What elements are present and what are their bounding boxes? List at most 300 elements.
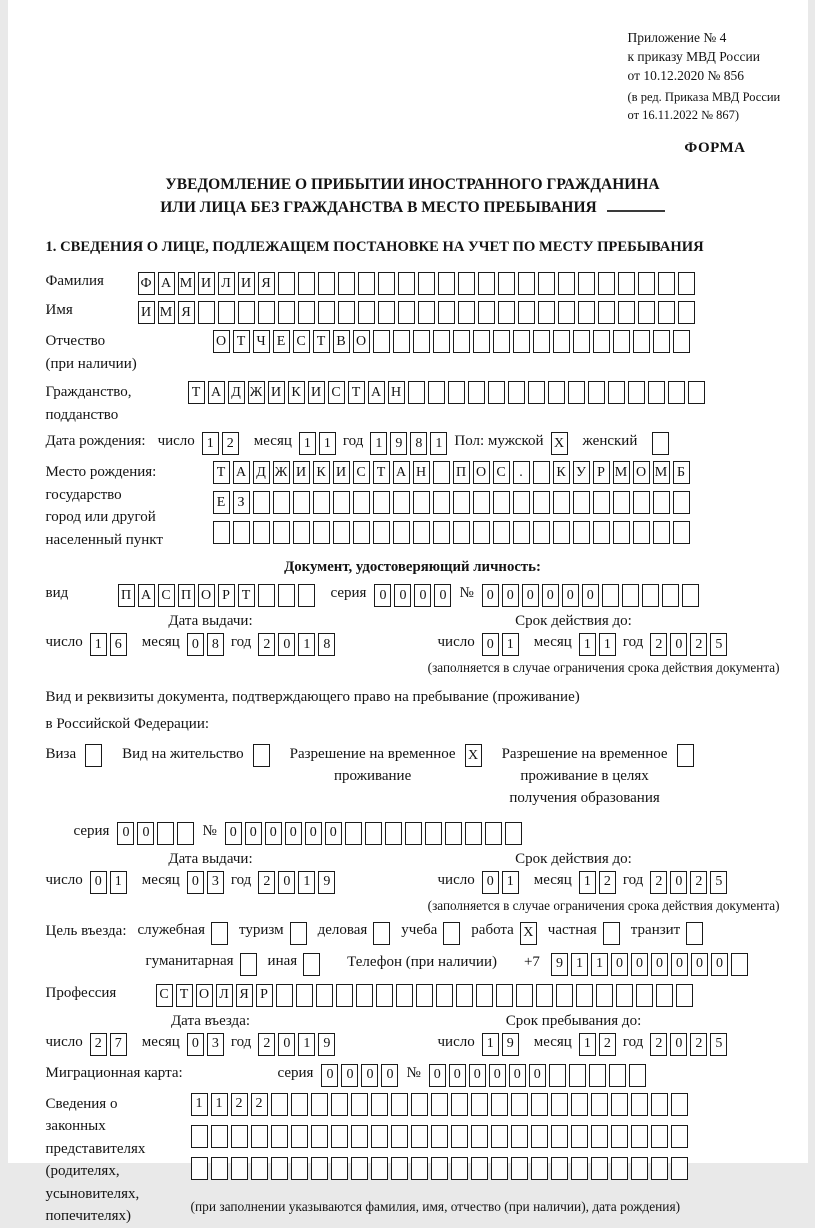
char-cell[interactable]	[428, 381, 445, 404]
char-cell[interactable]	[436, 984, 453, 1007]
char-cell[interactable]	[533, 521, 550, 544]
char-cell[interactable]	[331, 1125, 348, 1148]
char-cell[interactable]	[371, 1125, 388, 1148]
char-cell[interactable]: 1	[571, 953, 588, 976]
char-cell[interactable]	[518, 301, 535, 324]
char-cell[interactable]	[356, 984, 373, 1007]
char-cell[interactable]	[333, 521, 350, 544]
char-cell[interactable]: 0	[711, 953, 728, 976]
char-cell[interactable]: 0	[670, 871, 687, 894]
char-cell[interactable]	[571, 1157, 588, 1180]
char-cell[interactable]: 0	[449, 1064, 466, 1087]
char-cell[interactable]	[298, 301, 315, 324]
char-cell[interactable]	[611, 1157, 628, 1180]
char-cell[interactable]	[531, 1093, 548, 1116]
char-cell[interactable]: 1	[430, 432, 447, 455]
char-cell[interactable]	[673, 491, 690, 514]
char-cell[interactable]	[371, 1093, 388, 1116]
char-cell[interactable]	[493, 330, 510, 353]
char-cell[interactable]	[351, 1125, 368, 1148]
char-cell[interactable]: И	[268, 381, 285, 404]
char-cell[interactable]: 0	[90, 871, 107, 894]
char-cell[interactable]: Н	[388, 381, 405, 404]
char-cell[interactable]: 2	[258, 1033, 275, 1056]
char-cell[interactable]	[602, 584, 619, 607]
char-cell[interactable]	[253, 521, 270, 544]
char-cell[interactable]	[633, 521, 650, 544]
char-cell[interactable]: 2	[650, 1033, 667, 1056]
char-cell[interactable]: Т	[313, 330, 330, 353]
char-cell[interactable]	[378, 272, 395, 295]
char-cell[interactable]: 0	[562, 584, 579, 607]
char-cell[interactable]	[298, 584, 315, 607]
char-cell[interactable]	[211, 1125, 228, 1148]
char-cell[interactable]	[573, 330, 590, 353]
char-cell[interactable]	[611, 1093, 628, 1116]
char-cell[interactable]	[353, 491, 370, 514]
char-cell[interactable]	[678, 272, 695, 295]
char-cell[interactable]: 0	[482, 871, 499, 894]
char-cell[interactable]: Т	[176, 984, 193, 1007]
char-cell[interactable]: 2	[90, 1033, 107, 1056]
char-cell[interactable]: 2	[222, 432, 239, 455]
char-cell[interactable]	[682, 584, 699, 607]
char-cell[interactable]: 1	[211, 1093, 228, 1116]
char-cell[interactable]	[613, 330, 630, 353]
char-cell[interactable]: 0	[225, 822, 242, 845]
char-cell[interactable]: 0	[374, 584, 391, 607]
char-cell[interactable]: 8	[318, 633, 335, 656]
char-cell[interactable]	[533, 461, 550, 484]
char-cell[interactable]	[157, 822, 174, 845]
char-cell[interactable]	[671, 1125, 688, 1148]
char-cell[interactable]	[631, 1157, 648, 1180]
char-cell[interactable]	[485, 822, 502, 845]
char-cell[interactable]	[591, 1093, 608, 1116]
char-cell[interactable]	[253, 744, 270, 767]
char-cell[interactable]	[218, 301, 235, 324]
char-cell[interactable]	[271, 1157, 288, 1180]
char-cell[interactable]	[498, 301, 515, 324]
char-cell[interactable]	[351, 1157, 368, 1180]
char-cell[interactable]	[658, 272, 675, 295]
char-cell[interactable]	[638, 272, 655, 295]
char-cell[interactable]	[598, 301, 615, 324]
char-cell[interactable]	[431, 1157, 448, 1180]
char-cell[interactable]: 3	[207, 871, 224, 894]
char-cell[interactable]	[393, 330, 410, 353]
char-cell[interactable]: 1	[90, 633, 107, 656]
char-cell[interactable]: 1	[579, 633, 596, 656]
char-cell[interactable]	[476, 984, 493, 1007]
char-cell[interactable]: 0	[265, 822, 282, 845]
char-cell[interactable]	[271, 1125, 288, 1148]
char-cell[interactable]	[636, 984, 653, 1007]
char-cell[interactable]	[656, 984, 673, 1007]
char-cell[interactable]	[631, 1125, 648, 1148]
char-cell[interactable]: 0	[582, 584, 599, 607]
char-cell[interactable]: 0	[482, 633, 499, 656]
char-cell[interactable]	[318, 301, 335, 324]
char-cell[interactable]	[231, 1157, 248, 1180]
char-cell[interactable]: 0	[670, 1033, 687, 1056]
char-cell[interactable]	[471, 1125, 488, 1148]
char-cell[interactable]	[573, 521, 590, 544]
char-cell[interactable]	[551, 1125, 568, 1148]
char-cell[interactable]	[393, 521, 410, 544]
char-cell[interactable]	[448, 381, 465, 404]
char-cell[interactable]	[378, 301, 395, 324]
char-cell[interactable]	[651, 1157, 668, 1180]
char-cell[interactable]	[505, 822, 522, 845]
char-cell[interactable]	[731, 953, 748, 976]
char-cell[interactable]: С	[158, 584, 175, 607]
char-cell[interactable]: С	[493, 461, 510, 484]
char-cell[interactable]	[398, 301, 415, 324]
char-cell[interactable]: 0	[429, 1064, 446, 1087]
char-cell[interactable]	[418, 301, 435, 324]
char-cell[interactable]	[493, 491, 510, 514]
char-cell[interactable]	[598, 272, 615, 295]
char-cell[interactable]	[233, 521, 250, 544]
char-cell[interactable]: А	[158, 272, 175, 295]
char-cell[interactable]: Р	[593, 461, 610, 484]
char-cell[interactable]: С	[328, 381, 345, 404]
char-cell[interactable]: 2	[650, 871, 667, 894]
char-cell[interactable]	[538, 272, 555, 295]
char-cell[interactable]	[425, 822, 442, 845]
char-cell[interactable]	[553, 491, 570, 514]
char-cell[interactable]	[453, 330, 470, 353]
char-cell[interactable]	[391, 1093, 408, 1116]
char-cell[interactable]	[278, 301, 295, 324]
char-cell[interactable]: Л	[218, 272, 235, 295]
char-cell[interactable]	[311, 1125, 328, 1148]
char-cell[interactable]: 0	[631, 953, 648, 976]
char-cell[interactable]: 9	[318, 1033, 335, 1056]
char-cell[interactable]	[373, 330, 390, 353]
char-cell[interactable]	[593, 521, 610, 544]
char-cell[interactable]	[411, 1093, 428, 1116]
char-cell[interactable]: И	[138, 301, 155, 324]
char-cell[interactable]	[673, 521, 690, 544]
char-cell[interactable]	[473, 491, 490, 514]
char-cell[interactable]	[453, 491, 470, 514]
char-cell[interactable]	[478, 272, 495, 295]
char-cell[interactable]: О	[198, 584, 215, 607]
char-cell[interactable]	[508, 381, 525, 404]
char-cell[interactable]: 1	[298, 1033, 315, 1056]
char-cell[interactable]	[271, 1093, 288, 1116]
char-cell[interactable]	[673, 330, 690, 353]
char-cell[interactable]: М	[158, 301, 175, 324]
char-cell[interactable]	[438, 301, 455, 324]
char-cell[interactable]	[211, 922, 228, 945]
char-cell[interactable]	[609, 1064, 626, 1087]
char-cell[interactable]: 0	[137, 822, 154, 845]
char-cell[interactable]: Ж	[248, 381, 265, 404]
char-cell[interactable]	[351, 1093, 368, 1116]
char-cell[interactable]	[358, 301, 375, 324]
char-cell[interactable]	[318, 272, 335, 295]
char-cell[interactable]: 0	[522, 584, 539, 607]
char-cell[interactable]: 0	[285, 822, 302, 845]
char-cell[interactable]: К	[553, 461, 570, 484]
char-cell[interactable]	[511, 1093, 528, 1116]
char-cell[interactable]	[445, 822, 462, 845]
char-cell[interactable]: 0	[305, 822, 322, 845]
char-cell[interactable]	[558, 272, 575, 295]
char-cell[interactable]: 8	[207, 633, 224, 656]
char-cell[interactable]	[251, 1125, 268, 1148]
char-cell[interactable]	[191, 1125, 208, 1148]
char-cell[interactable]	[686, 922, 703, 945]
char-cell[interactable]	[496, 984, 513, 1007]
char-cell[interactable]	[608, 381, 625, 404]
char-cell[interactable]	[531, 1157, 548, 1180]
char-cell[interactable]	[405, 822, 422, 845]
char-cell[interactable]	[633, 330, 650, 353]
char-cell[interactable]: 0	[670, 633, 687, 656]
char-cell[interactable]: 0	[469, 1064, 486, 1087]
char-cell[interactable]	[651, 1093, 668, 1116]
char-cell[interactable]: А	[208, 381, 225, 404]
char-cell[interactable]	[513, 521, 530, 544]
char-cell[interactable]: 1	[370, 432, 387, 455]
char-cell[interactable]	[488, 381, 505, 404]
char-cell[interactable]	[611, 1125, 628, 1148]
char-cell[interactable]	[291, 1157, 308, 1180]
char-cell[interactable]	[465, 822, 482, 845]
char-cell[interactable]	[331, 1157, 348, 1180]
char-cell[interactable]	[336, 984, 353, 1007]
char-cell[interactable]	[538, 301, 555, 324]
char-cell[interactable]: К	[288, 381, 305, 404]
char-cell[interactable]	[433, 461, 450, 484]
char-cell[interactable]: 0	[651, 953, 668, 976]
char-cell[interactable]	[549, 1064, 566, 1087]
char-cell[interactable]: 0	[489, 1064, 506, 1087]
char-cell[interactable]: Ф	[138, 272, 155, 295]
char-cell[interactable]: Т	[238, 584, 255, 607]
char-cell[interactable]: П	[453, 461, 470, 484]
char-cell[interactable]: 1	[502, 633, 519, 656]
char-cell[interactable]: 1	[579, 871, 596, 894]
char-cell[interactable]: Н	[413, 461, 430, 484]
char-cell[interactable]: 9	[502, 1033, 519, 1056]
char-cell[interactable]	[638, 301, 655, 324]
char-cell[interactable]	[677, 744, 694, 767]
char-cell[interactable]	[240, 953, 257, 976]
char-cell[interactable]: 2	[690, 633, 707, 656]
char-cell[interactable]: Ж	[273, 461, 290, 484]
char-cell[interactable]	[385, 822, 402, 845]
char-cell[interactable]	[616, 984, 633, 1007]
char-cell[interactable]	[593, 330, 610, 353]
char-cell[interactable]	[513, 330, 530, 353]
char-cell[interactable]: Я	[178, 301, 195, 324]
char-cell[interactable]	[668, 381, 685, 404]
char-cell[interactable]: 1	[191, 1093, 208, 1116]
char-cell[interactable]	[396, 984, 413, 1007]
char-cell[interactable]	[478, 301, 495, 324]
char-cell[interactable]	[553, 521, 570, 544]
char-cell[interactable]: 0	[278, 1033, 295, 1056]
char-cell[interactable]: Ч	[253, 330, 270, 353]
char-cell[interactable]	[511, 1125, 528, 1148]
char-cell[interactable]: 2	[690, 871, 707, 894]
char-cell[interactable]	[365, 822, 382, 845]
char-cell[interactable]	[676, 984, 693, 1007]
char-cell[interactable]: X	[520, 922, 537, 945]
char-cell[interactable]	[652, 432, 669, 455]
char-cell[interactable]	[213, 521, 230, 544]
char-cell[interactable]	[413, 330, 430, 353]
char-cell[interactable]: 1	[202, 432, 219, 455]
char-cell[interactable]	[273, 491, 290, 514]
char-cell[interactable]: 7	[110, 1033, 127, 1056]
char-cell[interactable]: 0	[278, 871, 295, 894]
char-cell[interactable]: О	[196, 984, 213, 1007]
char-cell[interactable]: Т	[373, 461, 390, 484]
char-cell[interactable]: 9	[318, 871, 335, 894]
char-cell[interactable]: Т	[213, 461, 230, 484]
char-cell[interactable]: Т	[348, 381, 365, 404]
char-cell[interactable]: 1	[319, 432, 336, 455]
char-cell[interactable]	[671, 1157, 688, 1180]
char-cell[interactable]	[418, 272, 435, 295]
char-cell[interactable]	[211, 1157, 228, 1180]
char-cell[interactable]	[453, 521, 470, 544]
char-cell[interactable]	[458, 272, 475, 295]
char-cell[interactable]: 0	[611, 953, 628, 976]
char-cell[interactable]	[618, 301, 635, 324]
char-cell[interactable]	[671, 1093, 688, 1116]
char-cell[interactable]	[551, 1093, 568, 1116]
char-cell[interactable]: С	[293, 330, 310, 353]
char-cell[interactable]	[653, 521, 670, 544]
char-cell[interactable]: 1	[579, 1033, 596, 1056]
char-cell[interactable]	[290, 922, 307, 945]
char-cell[interactable]	[313, 491, 330, 514]
char-cell[interactable]: 0	[542, 584, 559, 607]
char-cell[interactable]: 9	[551, 953, 568, 976]
char-cell[interactable]: А	[393, 461, 410, 484]
char-cell[interactable]	[433, 521, 450, 544]
char-cell[interactable]	[578, 301, 595, 324]
char-cell[interactable]: 1	[591, 953, 608, 976]
char-cell[interactable]	[473, 330, 490, 353]
char-cell[interactable]	[629, 1064, 646, 1087]
char-cell[interactable]	[416, 984, 433, 1007]
char-cell[interactable]	[451, 1093, 468, 1116]
char-cell[interactable]	[231, 1125, 248, 1148]
char-cell[interactable]: 2	[258, 633, 275, 656]
char-cell[interactable]	[451, 1125, 468, 1148]
char-cell[interactable]: 0	[671, 953, 688, 976]
char-cell[interactable]	[571, 1093, 588, 1116]
char-cell[interactable]	[498, 272, 515, 295]
char-cell[interactable]	[548, 381, 565, 404]
char-cell[interactable]	[278, 584, 295, 607]
char-cell[interactable]: 8	[410, 432, 427, 455]
char-cell[interactable]	[642, 584, 659, 607]
char-cell[interactable]: И	[333, 461, 350, 484]
char-cell[interactable]	[338, 272, 355, 295]
char-cell[interactable]: .	[513, 461, 530, 484]
char-cell[interactable]	[291, 1093, 308, 1116]
char-cell[interactable]	[298, 272, 315, 295]
char-cell[interactable]: С	[353, 461, 370, 484]
char-cell[interactable]	[593, 491, 610, 514]
char-cell[interactable]	[631, 1093, 648, 1116]
char-cell[interactable]	[191, 1157, 208, 1180]
char-cell[interactable]: 0	[245, 822, 262, 845]
char-cell[interactable]: 2	[251, 1093, 268, 1116]
char-cell[interactable]	[278, 272, 295, 295]
char-cell[interactable]	[591, 1157, 608, 1180]
char-cell[interactable]	[553, 330, 570, 353]
char-cell[interactable]	[393, 491, 410, 514]
char-cell[interactable]: О	[353, 330, 370, 353]
char-cell[interactable]: 0	[278, 633, 295, 656]
char-cell[interactable]: И	[238, 272, 255, 295]
char-cell[interactable]	[311, 1157, 328, 1180]
char-cell[interactable]: Т	[233, 330, 250, 353]
char-cell[interactable]	[411, 1125, 428, 1148]
char-cell[interactable]	[568, 381, 585, 404]
char-cell[interactable]: 0	[394, 584, 411, 607]
char-cell[interactable]	[658, 301, 675, 324]
char-cell[interactable]	[493, 521, 510, 544]
char-cell[interactable]: М	[178, 272, 195, 295]
char-cell[interactable]	[688, 381, 705, 404]
char-cell[interactable]: 9	[390, 432, 407, 455]
char-cell[interactable]	[376, 984, 393, 1007]
char-cell[interactable]: А	[233, 461, 250, 484]
char-cell[interactable]: 0	[187, 633, 204, 656]
char-cell[interactable]: Д	[253, 461, 270, 484]
char-cell[interactable]	[589, 1064, 606, 1087]
char-cell[interactable]: 5	[710, 1033, 727, 1056]
char-cell[interactable]	[408, 381, 425, 404]
char-cell[interactable]: У	[573, 461, 590, 484]
char-cell[interactable]	[622, 584, 639, 607]
char-cell[interactable]	[251, 1157, 268, 1180]
char-cell[interactable]	[433, 491, 450, 514]
char-cell[interactable]	[238, 301, 255, 324]
char-cell[interactable]	[531, 1125, 548, 1148]
char-cell[interactable]	[373, 491, 390, 514]
char-cell[interactable]	[618, 272, 635, 295]
char-cell[interactable]	[536, 984, 553, 1007]
char-cell[interactable]	[296, 984, 313, 1007]
char-cell[interactable]: П	[178, 584, 195, 607]
char-cell[interactable]	[458, 301, 475, 324]
char-cell[interactable]	[391, 1157, 408, 1180]
char-cell[interactable]: 2	[599, 871, 616, 894]
char-cell[interactable]	[588, 381, 605, 404]
char-cell[interactable]: 5	[710, 871, 727, 894]
char-cell[interactable]	[456, 984, 473, 1007]
char-cell[interactable]	[316, 984, 333, 1007]
char-cell[interactable]	[443, 922, 460, 945]
char-cell[interactable]	[433, 330, 450, 353]
char-cell[interactable]: А	[138, 584, 155, 607]
char-cell[interactable]	[516, 984, 533, 1007]
char-cell[interactable]: 2	[690, 1033, 707, 1056]
char-cell[interactable]: О	[473, 461, 490, 484]
